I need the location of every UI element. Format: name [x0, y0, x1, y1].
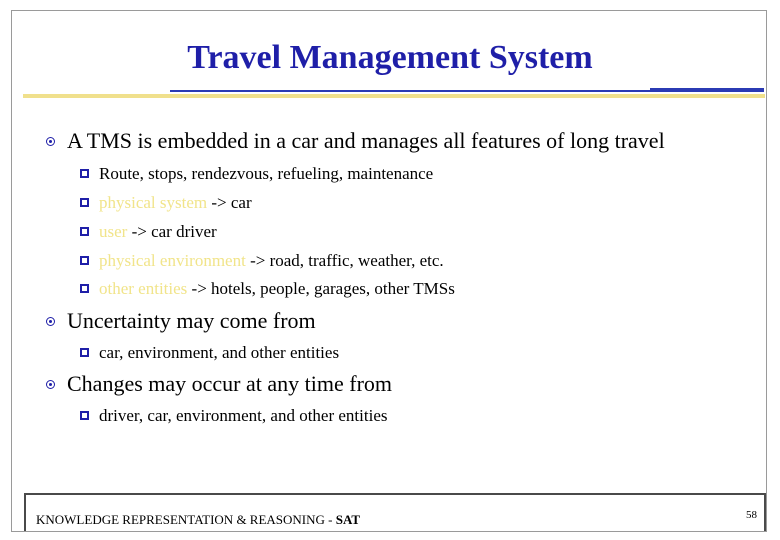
- circle-bullet-icon: [46, 137, 55, 146]
- title-underline-blue: [650, 88, 764, 92]
- sub-bullet-text: [99, 279, 455, 299]
- page-number: 58: [746, 509, 757, 521]
- title-underline-blue-thin: [170, 90, 650, 92]
- sub-bullet-rest: -> car driver: [127, 222, 217, 241]
- footer-prefix: KNOWLEDGE REPRESENTATION & REASONING -: [36, 512, 336, 527]
- sub-bullet-text: driver, car, environment, and other entities: [99, 406, 388, 425]
- square-bullet-icon: [80, 256, 89, 265]
- highlight-term: user: [99, 222, 128, 241]
- square-bullet-icon: [80, 227, 89, 236]
- sub-bullet-rest: -> car: [207, 193, 252, 212]
- footer-suffix: SAT: [335, 512, 361, 527]
- bullet-text: Uncertainty may come from: [67, 308, 316, 333]
- square-bullet-icon: [80, 169, 89, 178]
- sub-bullet-text: [99, 193, 252, 213]
- square-bullet-icon: [80, 348, 89, 357]
- sub-bullet-text: [99, 251, 444, 271]
- sub-bullet-rest: -> hotels, people, garages, other TMSs: [187, 279, 455, 298]
- sub-bullet-text: Route, stops, rendezvous, refueling, maintenance: [99, 164, 434, 183]
- square-bullet-icon: [80, 411, 89, 420]
- sub-bullet-text: car, environment, and other entities: [99, 343, 340, 362]
- sub-bullet-text: [99, 222, 217, 242]
- circle-bullet-icon: [46, 380, 55, 389]
- highlight-term: other entities: [99, 279, 188, 298]
- circle-bullet-icon: [46, 317, 55, 326]
- highlight-term: physical environment: [99, 251, 246, 270]
- bullet-text: Changes may occur at any time from: [67, 371, 393, 396]
- footer-text: [36, 512, 360, 528]
- square-bullet-icon: [80, 198, 89, 207]
- square-bullet-icon: [80, 284, 89, 293]
- highlight-term: physical system: [99, 193, 208, 212]
- sub-bullet-rest: -> road, traffic, weather, etc.: [245, 251, 444, 270]
- slide-title: Travel Management System: [187, 39, 593, 76]
- bullet-text: A TMS is embedded in a car and manages all features of long travel: [67, 128, 665, 153]
- title-underline-yellow: [23, 94, 765, 98]
